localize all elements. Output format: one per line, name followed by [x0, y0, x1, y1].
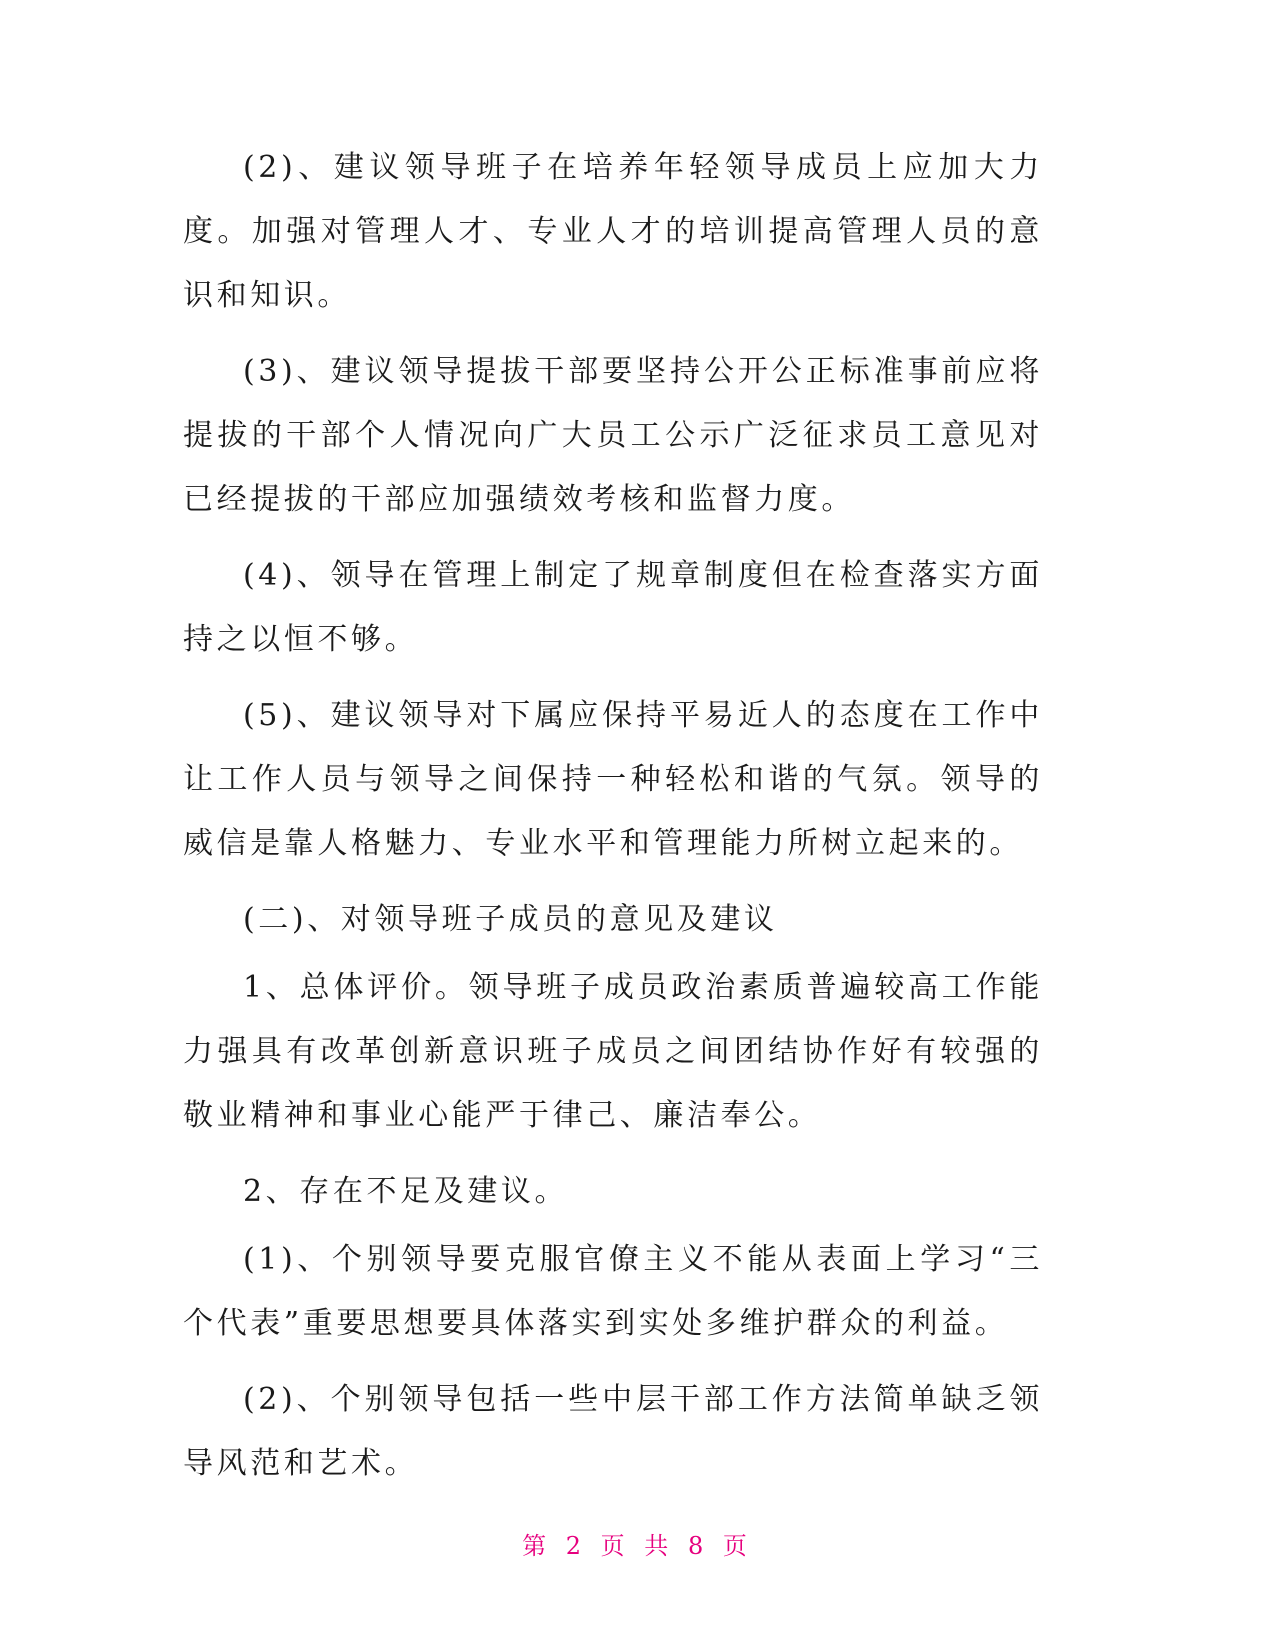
paragraph-item-5-attitude: (5)、建议领导对下属应保持平易近人的态度在工作中让工作人员与领导之间保持一种轻松和谐的气氛。领导的威信是靠人格魅力、专业水平和管理能力所树立起来的。 — [183, 698, 1043, 861]
paragraph-item-3-promotion: (3)、建议领导提拔干部要坚持公开公正标准事前应将提拔的干部个人情况向广大员工公示广泛征求员工意见对已经提拔的干部应加强绩效考核和监督力度。 — [183, 354, 1043, 517]
paragraph-item-2-training: (2)、建议领导班子在培养年轻领导成员上应加大力度。加强对管理人才、专业人才的培训提高管理人员的意识和知识。 — [183, 150, 1043, 313]
page-number-footer: 第 2 页 共 8 页 — [522, 1532, 753, 1560]
document-body — [183, 136, 1043, 1508]
paragraph-shortcomings-heading: 2、存在不足及建议。 — [243, 1174, 569, 1209]
paragraph-item-1-bureaucracy: (1)、个别领导要克服官僚主义不能从表面上学习“三个代表”重要思想要具体落实到实处多维护群众的利益。 — [183, 1242, 1043, 1341]
paragraph-item-4-regulations: (4)、领导在管理上制定了规章制度但在检查落实方面持之以恒不够。 — [183, 558, 1043, 657]
paragraph-item-2-methods: (2)、个别领导包括一些中层干部工作方法简单缺乏领导风范和艺术。 — [183, 1382, 1043, 1481]
paragraph-overall-evaluation: 1、总体评价。领导班子成员政治素质普遍较高工作能力强具有改革创新意识班子成员之间团结协作好有较强的敬业精神和事业心能严于律己、廉洁奉公。 — [183, 970, 1043, 1133]
section-heading-members: (二)、对领导班子成员的意见及建议 — [243, 902, 778, 937]
